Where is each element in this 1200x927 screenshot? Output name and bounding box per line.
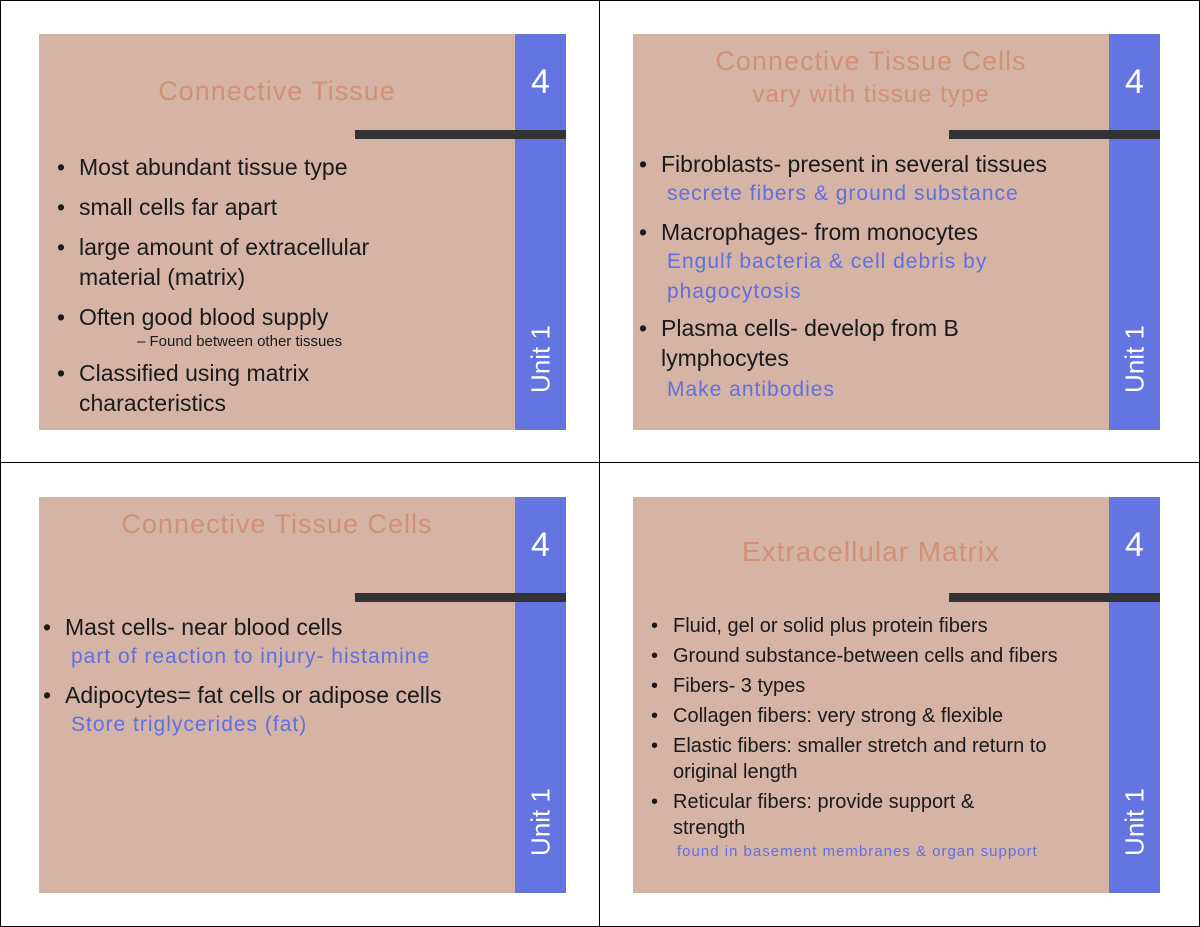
bullet-list — [651, 613, 1091, 863]
vertical-divider — [599, 0, 600, 927]
note-text: Store triglycerides (fat) — [71, 713, 308, 736]
slide-connective-tissue — [39, 34, 566, 430]
bullet-item: • Elastic fibers: smaller stretch and return to original length — [651, 735, 1047, 783]
title-rule — [949, 593, 1160, 602]
slide-number: 4 — [531, 63, 550, 101]
slide-connective-tissue-cells — [39, 497, 566, 893]
unit-text: Unit 1 — [525, 325, 555, 393]
slide-number: 4 — [1125, 526, 1144, 564]
bullet-item: • Reticular fibers: provide support & strength — [651, 791, 975, 839]
slide-title: Connective Tissue — [158, 76, 396, 106]
slide-title: Extracellular Matrix — [741, 536, 1001, 567]
slide-number: 4 — [531, 526, 550, 564]
bullet-item: • Collagen fibers: very strong & flexible — [651, 705, 1004, 727]
note-text: Make antibodies — [667, 378, 835, 401]
title-rule — [355, 130, 566, 139]
slide-extracellular-matrix — [633, 497, 1160, 893]
bullet-item: • Adipocytes= fat cells or adipose cells — [43, 682, 442, 708]
unit-label — [1109, 777, 1160, 867]
bullet-item: • Fibers- 3 types — [651, 675, 806, 697]
bullet-item: • Often good blood supply — [57, 304, 329, 330]
unit-label — [515, 777, 566, 867]
note-text: part of reaction to injury- histamine — [71, 645, 431, 668]
unit-text: Unit 1 — [1119, 788, 1149, 856]
bullet-item: • Ground substance-between cells and fibers — [651, 645, 1058, 667]
bullet-item: • Most abundant tissue type — [57, 154, 348, 180]
bullet-list — [57, 152, 497, 418]
horizontal-divider — [0, 462, 1200, 463]
slide-number: 4 — [1125, 63, 1144, 101]
note-text: Engulf bacteria & cell debris by phagocytosis — [667, 250, 988, 303]
slide-subtitle: vary with tissue type — [752, 81, 990, 108]
bullet-item: • Macrophages- from monocytes — [639, 219, 979, 245]
unit-label — [515, 314, 566, 404]
slide-title: Connective Tissue Cells — [121, 509, 433, 539]
bullet-item: • Plasma cells- develop from B lymphocytes — [639, 315, 959, 371]
bullet-item: • Fluid, gel or solid plus protein fibers — [651, 615, 988, 637]
unit-text: Unit 1 — [525, 788, 555, 856]
note-text: found in basement membranes & organ support — [677, 843, 1038, 860]
bullet-item: • Mast cells- near blood cells — [43, 614, 343, 640]
title-rule — [949, 130, 1160, 139]
bullet-item: • large amount of extracellular material (matrix) — [57, 234, 370, 290]
note-text: secrete fibers & ground substance — [667, 182, 1019, 205]
bullet-list — [639, 149, 1109, 405]
bullet-item: • Fibroblasts- present in several tissues — [639, 151, 1048, 177]
bullet-list — [43, 612, 513, 740]
slide-title: Connective Tissue Cells — [715, 46, 1027, 76]
bullet-item: • Classified using matrix characteristics — [57, 360, 310, 416]
unit-label — [1109, 314, 1160, 404]
unit-text: Unit 1 — [1119, 325, 1149, 393]
title-rule — [355, 593, 566, 602]
bullet-item: • small cells far apart — [57, 194, 278, 220]
sub-bullet: – Found between other tissues — [137, 333, 343, 350]
slide-connective-tissue-cells-types — [633, 34, 1160, 430]
